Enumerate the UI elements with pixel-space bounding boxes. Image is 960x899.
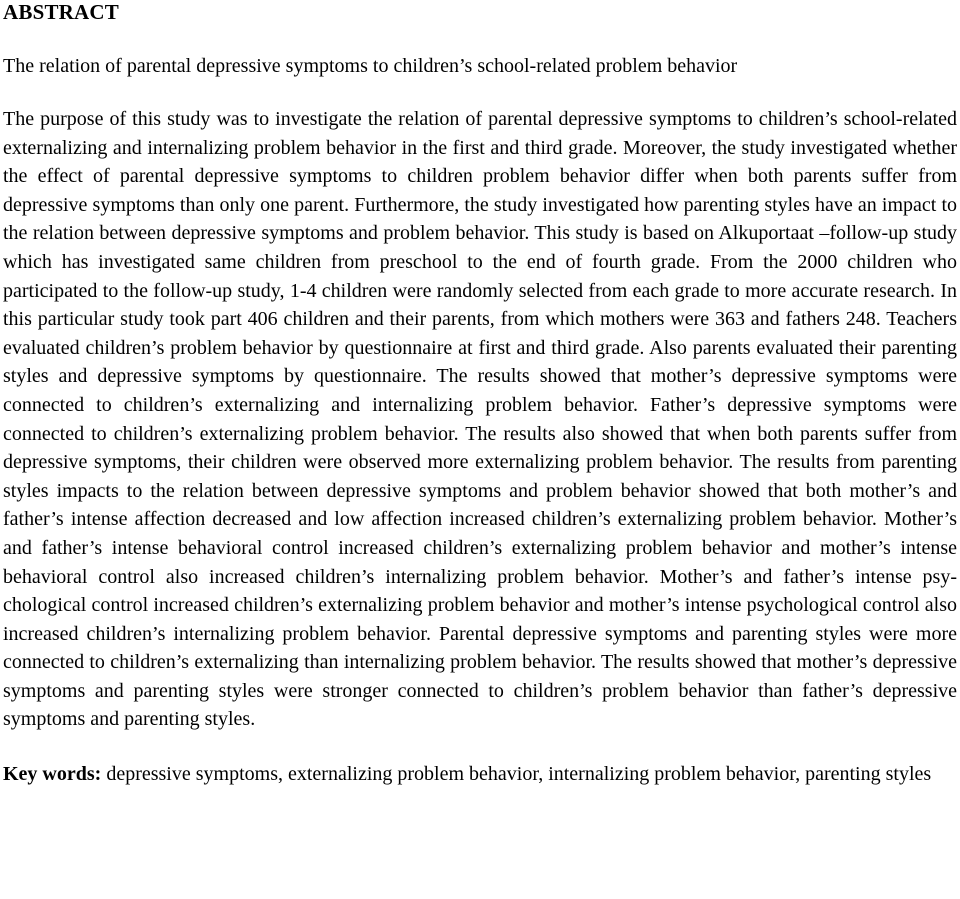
paper-title: The relation of parental depressive symptoms to children’s school-related problem behavior: [3, 55, 738, 77]
keywords-line: [3, 761, 957, 788]
keywords-label: Key words:: [3, 763, 102, 786]
abstract-heading: ABSTRACT: [3, 0, 119, 24]
keywords-list: depressive symptoms, externalizing problem behavior, internalizing problem behavior, parenting styles: [101, 763, 932, 786]
document-page: [3, 0, 957, 788]
abstract-body: The purpose of this study was to investigate the relation of parental depressive symptoms to children’s school-related externalizing and internalizing problem behavior in the first and third grade. Moreover, the study investigated whether the effect of parental depressive symptoms to children problem behavior differ when both parents suffer from depressive symptoms than only one parent. Furthermore, the study investigated how parenting styles have an impact to the relation between depressive symptoms and problem behavior. This study is based on Alkuportaat –follow-up study which has investigated same children from preschool to the end of fourth grade. From the 2000 children who participated to the follow-up study, 1-4 children were randomly selected from each grade to more accurate research. In this particular study took part 406 children and their parents, from which mothers were 363 and fathers 248. Teachers evaluated children’s problem behavior by questionnaire at first and third grade. Also parents evaluated their parenting styles and depressive symptoms by questionnaire. The results showed that mother’s depressive symptoms were connected to children’s externalizing and internalizing problem behavior. Father’s depressive symptoms were connected to children’s externalizing problem behavior. The results also showed that when both parents suffer from depressive symptoms, their children were observed more externalizing problem behavior. The results from parenting styles impacts to the relation between depressive symptoms and problem behavior showed that both mother’s and father’s intense affection decreased and low affection increased children’s externalizing problem behavior. Mother’s and father’s intense behavioral control increased children’s externalizing problem behavior and mother’s intense behavioral control also increased children’s internalizing problem behavior. Mother’s and father’s intense psychological control increased children’s externalizing problem behavior and mother’s intense psychological control also increased children’s internalizing problem behavior. Parental depressive symptoms and parenting styles were more connected to children’s externalizing than internalizing problem behavior. The results showed that mother’s depressive symptoms and parenting styles were stronger connected to children’s problem behavior than father’s depressive symptoms and parenting styles.: [3, 108, 957, 731]
